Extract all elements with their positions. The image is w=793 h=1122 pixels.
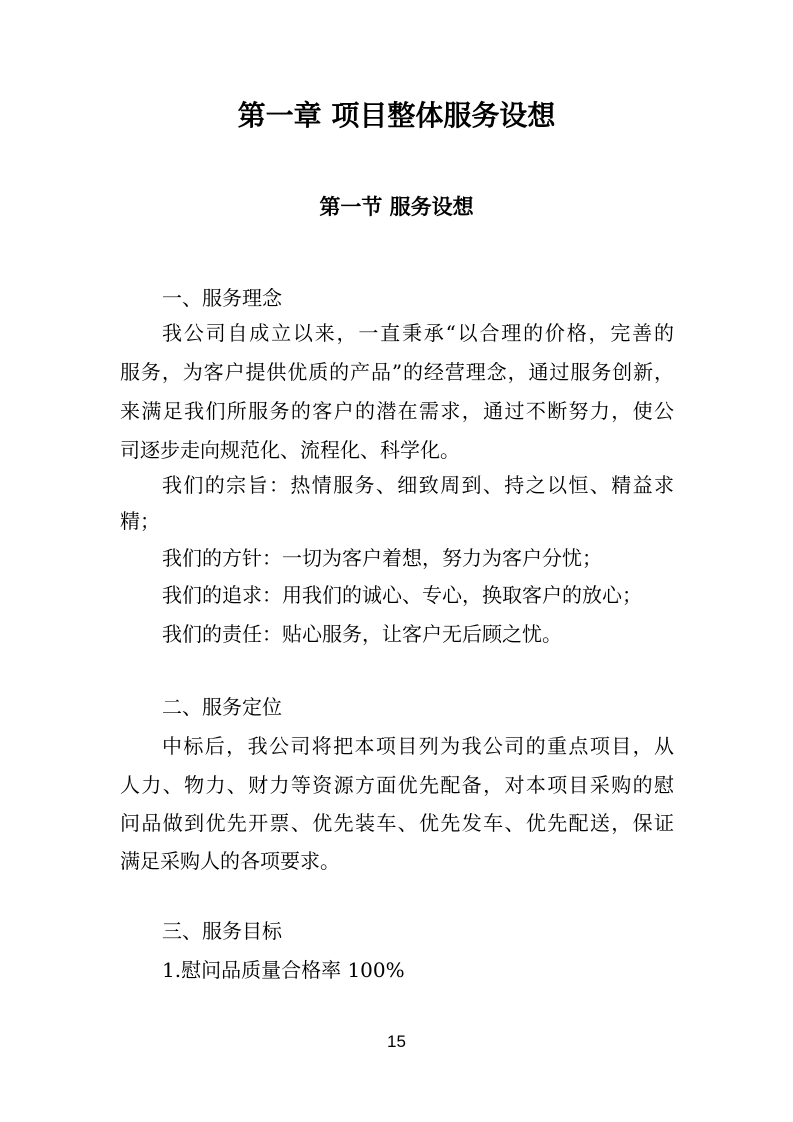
section-heading-service-goals: 三、服务目标 xyxy=(162,919,282,943)
paragraph-line: 满足采购人的各项要求。 xyxy=(120,849,340,873)
chapter-title: 第一章 项目整体服务设想 xyxy=(237,99,556,132)
paragraph-line: 精； xyxy=(120,509,160,533)
paragraph-line: 中标后，我公司将把本项目列为我公司的重点项目，从 xyxy=(162,734,674,758)
paragraph-line: 我们的责任：贴心服务，让客户无后顾之忧。 xyxy=(162,622,562,646)
paragraph-line: 来满足我们所服务的客户的潜在需求，通过不断努力，使公 xyxy=(120,399,674,423)
paragraph-line: 我们的方针：一切为客户着想，努力为客户分忧； xyxy=(162,546,602,570)
paragraph-line: 问品做到优先开票、优先装车、优先发车、优先配送，保证 xyxy=(120,811,674,835)
paragraph-line: 我们的宗旨：热情服务、细致周到、持之以恒、精益求 xyxy=(162,473,674,497)
paragraph-line: 我公司自成立以来，一直秉承“以合理的价格，完善的 xyxy=(162,321,674,345)
paragraph-line: 人力、物力、财力等资源方面优先配备，对本项目采购的慰 xyxy=(120,773,674,797)
section-heading-service-philosophy: 一、服务理念 xyxy=(162,286,282,310)
paragraph-line: 我们的追求：用我们的诚心、专心，换取客户的放心； xyxy=(162,583,642,607)
section-title: 第一节 服务设想 xyxy=(319,195,474,219)
list-item: 1.慰问品质量合格率 100% xyxy=(162,958,405,982)
paragraph-line: 司逐步走向规范化、流程化、科学化。 xyxy=(120,438,460,462)
paragraph-line: 服务，为客户提供优质的产品”的经营理念，通过服务创新， xyxy=(120,360,674,384)
section-heading-service-positioning: 二、服务定位 xyxy=(162,695,282,719)
page-number: 15 xyxy=(387,1032,406,1051)
